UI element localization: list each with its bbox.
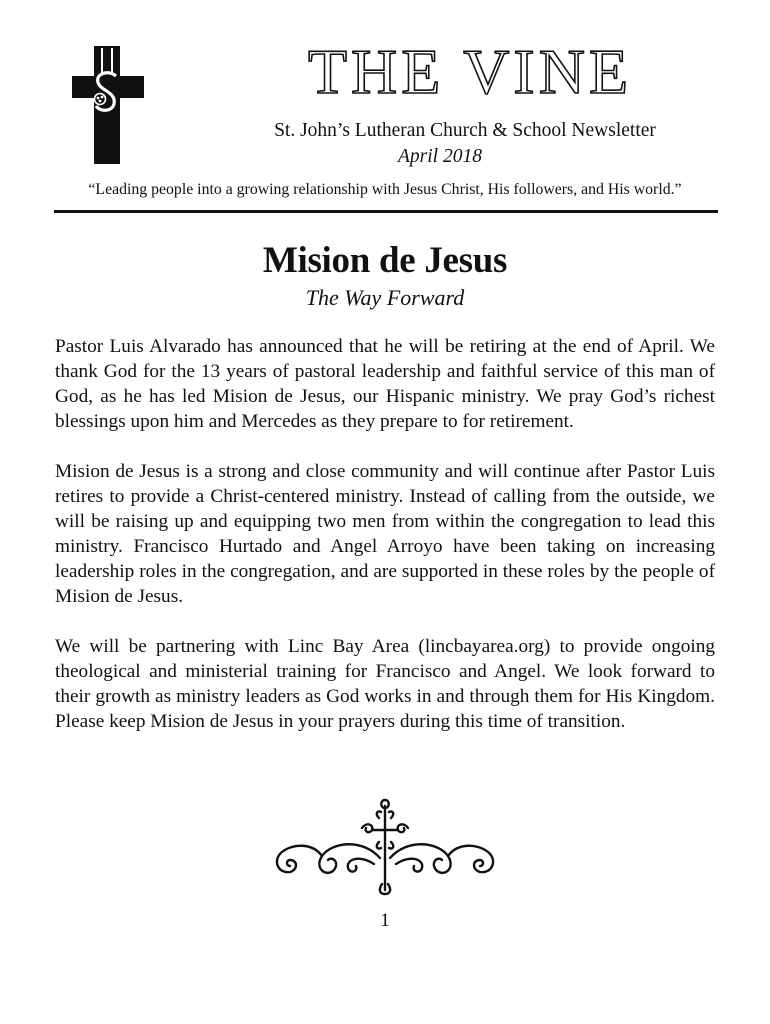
page-number: 1 <box>380 910 390 931</box>
newsletter-subtitle: St. John’s Lutheran Church & School Newsletter <box>274 120 656 141</box>
scroll-cross-ornament-icon <box>262 794 508 898</box>
article-paragraph: We will be partnering with Linc Bay Area (lincbayarea.org) to provide ongoing theological and ministerial training for Francisco and Angel. We look forward to their growth as ministry leaders as God works in and through them for His Kingdom. Please keep Mision de Jesus in your prayers during this time of transition. <box>55 636 715 732</box>
header-divider <box>54 210 718 213</box>
article-title: Mision de Jesus <box>262 240 508 281</box>
newsletter-title: THE VINE <box>307 36 633 107</box>
cross-with-s-icon <box>70 46 146 166</box>
article-paragraph: Pastor Luis Alvarado has announced that he will be retiring at the end of April. We thank God for the 13 years of pastoral leadership and faithful service of this man of God, as he has led Mision de Jesus, our Hispanic ministry. We pray God’s richest blessings upon him and Mercedes as they prepare to for retirement. <box>55 336 715 432</box>
article-paragraph: Mision de Jesus is a strong and close community and will continue after Pastor Luis retires to provide a Christ-centered ministry. Instead of calling from the outside, we will be raising up and equipping two men from within the congregation to lead this ministry. Francisco Hurtado and Angel Arroyo have been taking on increasing leadership roles in the congregation, and are supported in these roles by the people of Mision de Jesus. <box>55 461 715 607</box>
decorative-ornament <box>262 794 508 898</box>
church-motto: “Leading people into a growing relationship with Jesus Christ, His followers, and His world.” <box>88 181 682 198</box>
article-body <box>55 334 715 759</box>
article-subtitle: The Way Forward <box>305 285 465 310</box>
newsletter-date: April 2018 <box>398 146 482 167</box>
church-logo <box>70 46 146 166</box>
